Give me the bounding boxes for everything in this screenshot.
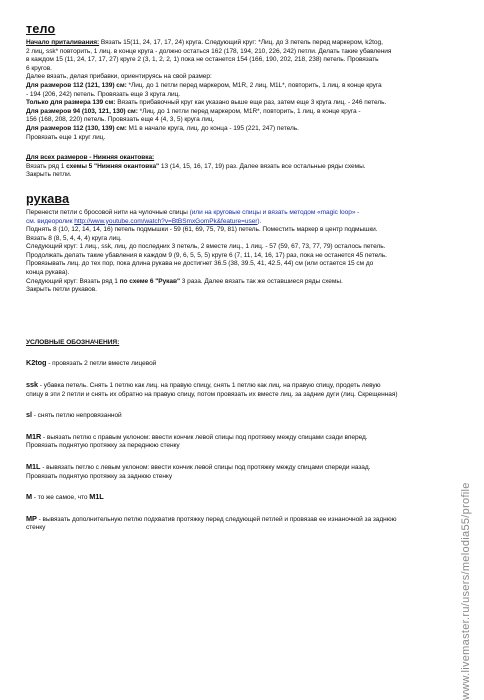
sleeves-line-4: Вязать 8 (8, 5, 4, 4, 4) круга лиц. [26,234,122,242]
sleeves-line-5: Следующий круг: 1 лиц., ssk, лиц. до последних 3 петель, 2 вместе лиц., 1 лиц. - 57 (59, 67, 73, 77, 79) осталось петель. [26,243,386,251]
legend-item-sl [26,411,456,421]
legend-term: ssk [26,380,39,390]
legend-desc: - провязать 2 петли вместе лицевой [46,360,157,368]
legend-term: M1R [26,431,42,441]
chart-5-reference: схемы 5 "Нижняя окантовка" [66,162,160,170]
legend-item-m [26,493,456,503]
sizes-94-130-text-1: *Лиц. до 1 петли перед маркером, M1R*, повторить, 1 лиц. в конце круга - [137,107,361,115]
sleeves-line-3: Поднять 8 (10, 12, 14, 14, 16) петель подмышки - 59 (61, 69, 75, 79, 81) петель. Поместить маркер в центр подмышки. [26,226,378,234]
bottom-edging-paragraph [26,163,456,180]
increases-intro: Далее вязать, делая прибавки, ориентируясь на свой размер: [26,73,212,81]
legend-desc: - вывязать петлю с левым уклоном: ввести кончик левой спицы под протяжку между спицами спереди назад. [40,464,371,471]
spacer [26,421,456,433]
legend-desc-2: Провязать поднятую протяжку за переднюю стенку [26,442,180,450]
one-round-text: Провязать еще 1 круг лиц. [26,133,106,141]
waist-label: Начало приталивания: [26,39,100,46]
sizes-112-130-139-paragraph [26,125,456,134]
video-link[interactable]: http://www.youtube.com/watch?v=BtBSmxGomPk&feature=user [74,217,258,225]
legend-desc: - выязать петлю с правым уклоном: ввести кончик левой спицы под протяжку между спицами сзади вперед. [41,433,368,441]
waist-text-2: 2 лиц, ssk* повторить, 1 лиц. в конце круга - должно остаться 162 (178, 194, 210, 226, 242) петли. Делать такие убавления [26,47,392,55]
bottom-edging-text-1a: Вязать ряд 1 [26,162,67,170]
legend-item-k2tog [26,359,456,369]
sleeves-line-7: Провязывать лиц. до тех пор, пока длина рукава не достигнет 36.5 (38, 39.5, 41, 42.5, 44) см (или остается 15 см до [26,260,374,268]
sleeves-line-9c: 3 раза. Далее вязать так же оставшиеся ряды схемы. [180,277,343,285]
legend-desc: - снять петлю непровязанной [32,412,122,420]
legend-item-mp [26,515,456,533]
sleeves-line-9a: Следующий круг: Вязать ряд 1 [26,277,120,285]
sleeves-line-2b: ). [257,217,262,225]
legend-term: M1L [26,462,41,471]
legend-term: K2tog [26,358,47,368]
sleeves-line-2a: см. видеоролик [26,217,75,225]
legend-desc-2: стенку [26,524,46,532]
spacer [26,369,456,381]
legend-term: M [26,492,33,502]
sleeves-line-8: конца рукава). [26,269,70,277]
sizes-112-121-139-text-1: *Лиц. до 1 петли перед маркером, M1R, 2 лиц, M1L*, повторить, 1 лиц. в конце круга [126,81,382,89]
sizes-112-130-139-text: M1 в начале круга, лиц. до конца - 195 (221, 247) петель. [126,124,299,132]
legend-desc-2: спицу в эти 2 петли и снять их обратно на правую спицу, потом провязать их вместе лиц. за задние дуги (лиц. Скрещенная) [26,390,398,398]
document-content [26,22,456,533]
chart-6-reference: по схеме 6 "Рукав" [119,277,181,285]
spacer [26,180,456,192]
waist-paragraph [26,39,456,73]
sleeves-paragraph [26,209,456,295]
waist-text-4: 6 кругов. [26,64,52,72]
sizes-112-121-139-label: Для размеров 112 (121, 139) см: [26,81,127,89]
section-title-body: тело [26,22,56,36]
sleeves-line-10: Закрыть петли рукавов. [26,286,97,294]
legend-term: MP [26,513,37,523]
sleeves-line-6: Продолжать делать такие убавления в каждом 9 (9, 6, 5, 5, 5) круге 6 (7, 11, 14, 16, 17) раз, пока не останется 45 петель. [26,251,387,259]
legend-item-m1r [26,433,456,451]
sizes-94-130-label: Для размеров 94 (103, 121, 130) см: [26,107,138,115]
sizes-94-130-text-2: 156 (168, 208, 220) петель. Провязать еще 4 (4, 3, 5) круга лиц. [26,116,215,124]
spacer [26,295,456,339]
spacer [26,503,456,515]
section-title-sleeves: рукава [26,191,70,206]
sizes-112-130-139-label: Для размеров 112 (130, 139) см: [26,124,127,132]
waist-text-3: в каждом 15 (11, 24, 17, 17, 27) круге 2 (3, 1, 2, 2, 1) пока не останется 154 (166, 190, 202, 218, 238) петель. Провязать [26,56,379,64]
legend-title: УСЛОВНЫЕ ОБОЗНАЧЕНИЯ: [26,338,120,346]
sleeves-line-1b: (или на круговые спицы и вязать методом «magic loop» - [189,208,360,216]
legend-term-ref: M1L [89,492,104,502]
spacer [26,142,456,154]
bottom-edging-text-2: Закрыть петли. [26,171,72,179]
legend-item-ssk [26,381,456,399]
legend-item-m1l [26,463,456,481]
sizes-94-130-paragraph [26,108,456,125]
legend-desc-2: Провязать поднятую протяжку за заднюю стенку [26,472,173,480]
legend-desc: - вывязать дополнительную петлю подхватив протяжку перед следующей петлей и провязав ее изнаночной за заднюю [36,515,397,523]
bottom-edging-heading: Для всех размеров - Нижняя окантовка: [26,154,155,162]
spacer [26,399,456,411]
size-139-text: Вязать прибавочный круг как указано выше еще раз, затем еще 3 круга лиц. - 246 петель. [115,99,387,107]
sleeves-line-1a: Перенести петли с бросовой нити на чулочные спицы [26,208,190,216]
legend-desc: - то же самое, что [32,494,90,502]
legend-term: sl [26,410,32,420]
bottom-edging-text-1c: 13 (14, 15, 16, 17, 19) раз. Далее вязать все остальные ряды схемы. [159,162,366,170]
waist-text-1: Вязать 15(11, 24, 17, 17, 24) круга. Следующий круг: *Лиц. до 3 петель перед маркером, k2tog, [99,39,383,46]
spacer [26,347,456,359]
watermark-url: www.livemaster.ru/users/melodia55/profile [460,482,472,700]
sizes-112-121-139-text-2: - 194 (206, 242) петель. Провязать еще 3 круга лиц. [26,90,181,98]
spacer [26,451,456,463]
size-139-paragraph [26,99,456,108]
size-139-label: Только для размера 139 см: [26,99,116,107]
sizes-112-121-139-paragraph [26,82,456,99]
legend-desc: - убавка петель. Снять 1 петлю как лиц. на правую спицу, снять 1 петлю как лиц. на правую спицу, продеть левую [38,382,381,390]
